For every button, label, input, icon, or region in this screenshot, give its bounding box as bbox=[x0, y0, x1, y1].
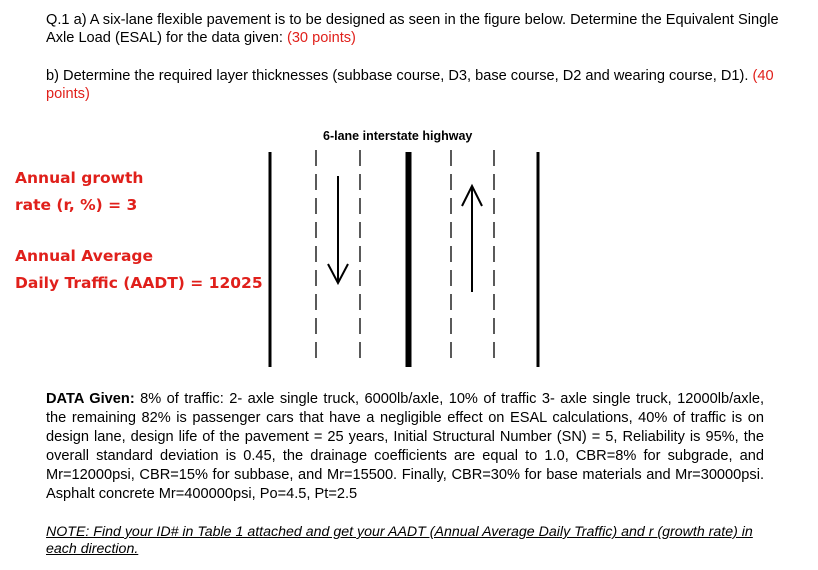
growth-rate-label-line1: Annual growth bbox=[15, 169, 144, 187]
note-text: NOTE: Find your ID# in Table 1 attached and get your AADT (Annual Average Daily Traffic) and r (growth rate) in each direction. bbox=[46, 524, 753, 557]
aadt-label-line2: Daily Traffic (AADT) = 12025 bbox=[15, 274, 263, 292]
aadt-label-line1: Annual Average bbox=[15, 247, 154, 265]
up-arrow-icon bbox=[462, 186, 482, 292]
question-part-a-text: Q.1 a) A six-lane flexible pavement is to be designed as seen in the figure below. Determine the Equivalent Single Axle Load (ESAL) for the data given: bbox=[46, 12, 779, 46]
data-given-heading: DATA Given: bbox=[46, 391, 135, 407]
question-part-b-points: (40 points) bbox=[46, 68, 774, 102]
question-part-b-text: b) Determine the required layer thicknesses (subbase course, D3, base course, D2 and wearing course, D1). bbox=[46, 68, 753, 84]
growth-rate-label-line2: rate (r, %) = 3 bbox=[15, 196, 138, 214]
data-given-body: 8% of traffic: 2- axle single truck, 6000lb/axle, 10% of traffic 3- axle single truck, 12000lb/axle, the remaining 82% is passenger cars that have a negligible effect on ESAL calculations, 40% of traffic is on design lane, design life of the pavement = 25 years, Initial Structural Number (SN) = 5, Reliability is 95%, the overall standard deviation is 0.45, the drainage coefficients are equal to 1.0, CBR=8% for subgrade, and Mr=12000psi, CBR=15% for subbase, and Mr=15500. Finally, CBR=30% for base materials and Mr=30000psi. Asphalt concrete Mr=400000psi, Po=4.5, Pt=2.5 bbox=[46, 391, 764, 502]
data-given-paragraph bbox=[46, 390, 764, 504]
down-arrow-icon bbox=[328, 176, 348, 283]
question-part-a-points: (30 points) bbox=[286, 30, 356, 46]
figure-title: 6-lane interstate highway bbox=[323, 129, 473, 143]
